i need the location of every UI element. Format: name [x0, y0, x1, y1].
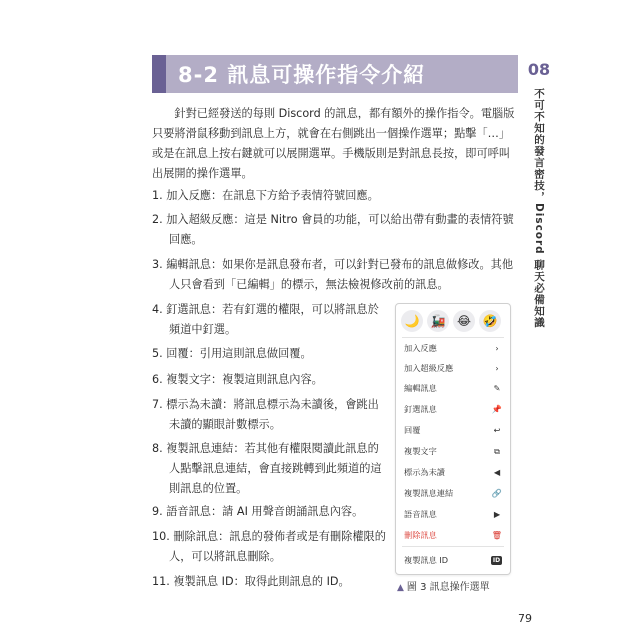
- list-item-line: 人點擊訊息連結，會直接跳轉到此頻道的這: [169, 462, 382, 475]
- list-item: [152, 186, 379, 206]
- list-item-line: 9. 語音訊息：請 AI 用聲音朗誦訊息內容。: [152, 505, 364, 518]
- section-heading-banner: [152, 55, 518, 93]
- menu-item-label: 語音訊息: [404, 508, 437, 519]
- train-emoji-icon[interactable]: 🚂: [427, 310, 449, 332]
- menu-item-copy-message-link[interactable]: [404, 485, 502, 501]
- menu-item-label: 複製訊息 ID: [404, 554, 449, 565]
- list-item-line: 7. 標示為未讀：將訊息標示為未讀後，會跳出: [152, 398, 379, 411]
- figure-caption: [397, 578, 490, 593]
- menu-item-speak-message[interactable]: [404, 506, 502, 522]
- figure-caption-text: 圖 3 訊息操作選單: [406, 582, 490, 593]
- list-item: [152, 527, 386, 567]
- menu-item-label: 回覆: [404, 424, 421, 435]
- list-item-line: 則訊息的位置。: [169, 482, 248, 495]
- joy-emoji-icon[interactable]: 😂: [453, 310, 475, 332]
- menu-divider: [402, 337, 504, 338]
- menu-item-copy-text[interactable]: [404, 443, 502, 459]
- copy-icon: ⧉: [494, 445, 500, 456]
- list-item: [152, 344, 312, 364]
- chapter-title: 不可不知的發言密技，Discord 聊天必備知識: [533, 88, 545, 329]
- menu-item-label: 加入反應: [404, 342, 437, 353]
- menu-item-delete-message[interactable]: [404, 527, 502, 543]
- list-item-line: 3. 編輯訊息：如果你是訊息發布者，可以針對已發布的訊息做修改。其他: [152, 258, 514, 271]
- list-item-line: 10. 刪除訊息：訊息的發佈者或是有刪除權限的: [152, 530, 386, 543]
- list-item-line: 1. 加入反應：在訊息下方給予表情符號回應。: [152, 189, 379, 202]
- menu-item-label: 複製文字: [404, 445, 437, 456]
- list-item-line: 5. 回覆：引用這則訊息做回覆。: [152, 347, 312, 360]
- list-item: [152, 300, 379, 340]
- list-item-line: 人，可以將訊息刪除。: [169, 550, 281, 563]
- chevron-right-icon: ›: [495, 343, 499, 353]
- list-item-line: 8. 複製訊息連結：若其他有權限閱讀此訊息的: [152, 442, 379, 455]
- list-item-line: 4. 釘選訊息：若有釘選的權限，可以將訊息於: [152, 303, 379, 316]
- list-item-line: 11. 複製訊息 ID：取得此則訊息的 ID。: [152, 575, 350, 588]
- menu-item-mark-unread[interactable]: [404, 464, 502, 480]
- link-icon: 🔗: [491, 487, 503, 498]
- pencil-icon: ✎: [493, 383, 501, 393]
- list-item: [152, 502, 363, 522]
- list-item-line: 2. 加入超級反應：這是 Nitro 會員的功能，可以給出帶有動畫的表情符號: [152, 213, 514, 226]
- speech-icon: ▶: [493, 509, 501, 519]
- list-item-line: 未讀的顯眼計數標示。: [169, 418, 281, 431]
- unread-marker-icon: ◀: [493, 467, 501, 477]
- quick-reaction-row: [401, 310, 501, 332]
- menu-item-pin-message[interactable]: [404, 401, 502, 417]
- menu-item-label: 標示為未讀: [404, 466, 445, 477]
- list-item: [152, 395, 379, 435]
- list-item: [152, 210, 514, 250]
- menu-item-copy-message-id[interactable]: [404, 552, 502, 568]
- message-context-menu: [395, 303, 511, 575]
- list-item-line: 6. 複製文字：複製這則訊息內容。: [152, 373, 323, 386]
- list-item: [152, 439, 382, 499]
- menu-item-label: 釘選訊息: [404, 403, 437, 414]
- trash-icon: 🗑: [491, 529, 503, 540]
- intro-paragraph: 針對已經發送的每則 Discord 的訊息，都有額外的操作指令。電腦版只要將滑鼠移動到訊息上方，就會在右側跳出一個操作選單；點擊「…」或是在訊息上按右鍵就可以展開選單。手機版則是對訊息長按，即可呼叫出展開的操作選單。: [152, 107, 515, 180]
- section-heading: 8-2 訊息可操作指令介紹: [178, 63, 426, 87]
- list-item: [152, 255, 513, 295]
- menu-item-label: 刪除訊息: [404, 529, 437, 540]
- menu-divider: [402, 546, 504, 547]
- id-badge-icon: ID: [492, 556, 501, 564]
- rofl-emoji-icon[interactable]: 🤣: [479, 310, 501, 332]
- reply-arrow-icon: ↩: [493, 425, 501, 435]
- list-item-line: 人只會看到「已編輯」的標示，無法檢視修改前的訊息。: [169, 278, 449, 291]
- heading-accent-bar: [152, 55, 166, 93]
- chevron-right-icon: ›: [495, 363, 499, 373]
- menu-item-add-super-reaction[interactable]: [404, 360, 502, 376]
- list-item: [152, 370, 323, 390]
- menu-item-reply[interactable]: [404, 422, 502, 438]
- menu-item-add-reaction[interactable]: [404, 340, 502, 356]
- list-item: [152, 572, 350, 592]
- menu-item-label: 加入超級反應: [404, 362, 454, 373]
- chapter-number: 08: [527, 60, 551, 79]
- page-number: 79: [518, 612, 532, 625]
- menu-item-label: 複製訊息連結: [404, 487, 454, 498]
- menu-item-edit-message[interactable]: [404, 380, 502, 396]
- moon-emoji-icon[interactable]: 🌙: [401, 310, 423, 332]
- list-item-line: 回應。: [169, 233, 203, 246]
- pin-icon: 📌: [491, 403, 503, 414]
- menu-item-label: 編輯訊息: [404, 382, 437, 393]
- list-item-line: 頻道中釘選。: [169, 323, 237, 336]
- triangle-marker-icon: ▲: [397, 583, 404, 593]
